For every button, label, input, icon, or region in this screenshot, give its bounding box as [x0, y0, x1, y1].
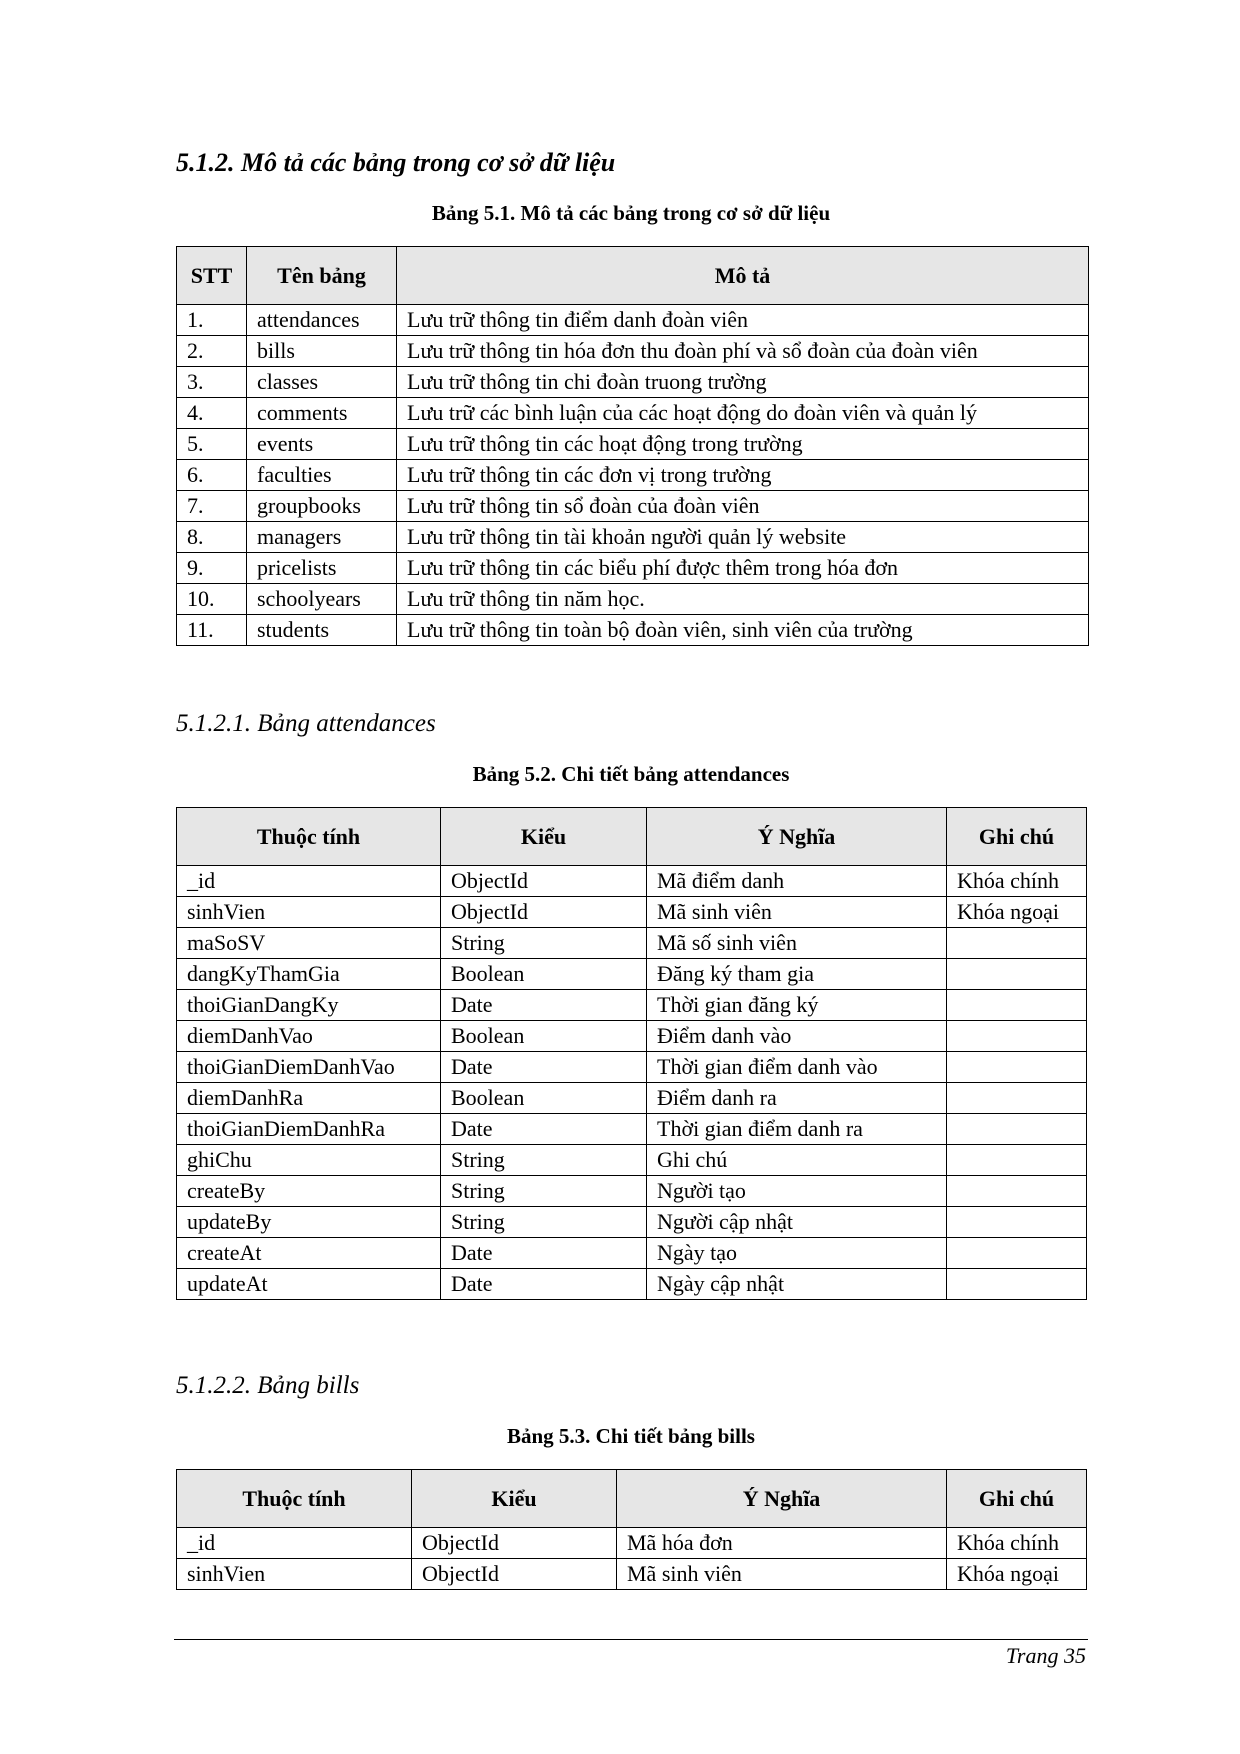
table-header-row [177, 1470, 1087, 1528]
table-cell: String [441, 1145, 647, 1176]
table-cell: createAt [177, 1238, 441, 1269]
table-cell: 10. [177, 584, 247, 615]
table-cell: 4. [177, 398, 247, 429]
table-cell: Lưu trữ thông tin toàn bộ đoàn viên, sinh viên của trường [397, 615, 1089, 646]
table-cell: Lưu trữ thông tin hóa đơn thu đoàn phí và sổ đoàn của đoàn viên [397, 336, 1089, 367]
table-cell: Lưu trữ thông tin điểm danh đoàn viên [397, 305, 1089, 336]
table-cell: ghiChu [177, 1145, 441, 1176]
table-cell: 5. [177, 429, 247, 460]
table-row [177, 429, 1089, 460]
table-cell [947, 959, 1087, 990]
table-cell: Mã điểm danh [647, 866, 947, 897]
table-cell: Lưu trữ thông tin sổ đoàn của đoàn viên [397, 491, 1089, 522]
table-cell: Người tạo [647, 1176, 947, 1207]
table-row [177, 1269, 1087, 1300]
table-row [177, 1176, 1087, 1207]
table-cell: updateBy [177, 1207, 441, 1238]
table-cell: sinhVien [177, 1559, 412, 1590]
table-cell [947, 1083, 1087, 1114]
table-cell: String [441, 1176, 647, 1207]
table-cell: Điểm danh vào [647, 1021, 947, 1052]
header-thuoc-tinh: Thuộc tính [177, 808, 441, 866]
table-cell: Mã sinh viên [647, 897, 947, 928]
table-caption-5-1: Bảng 5.1. Mô tả các bảng trong cơ sở dữ liệu [431, 201, 831, 225]
table-row [177, 1114, 1087, 1145]
table-row [177, 1083, 1087, 1114]
table-cell: 6. [177, 460, 247, 491]
table-cell: Mã hóa đơn [617, 1528, 947, 1559]
subsection-heading-bills: 5.1.2.2. Bảng bills [176, 1372, 360, 1399]
table-cell: Mã số sinh viên [647, 928, 947, 959]
table-cell: Khóa chính [947, 1528, 1087, 1559]
table-cell: diemDanhRa [177, 1083, 441, 1114]
table-row [177, 928, 1087, 959]
table-cell: Mã sinh viên [617, 1559, 947, 1590]
page-number: Trang 35 [1005, 1643, 1086, 1668]
table-row [177, 1052, 1087, 1083]
table-cell [947, 928, 1087, 959]
table-cell: pricelists [247, 553, 397, 584]
table-cell: 9. [177, 553, 247, 584]
table-cell: students [247, 615, 397, 646]
table-cell: schoolyears [247, 584, 397, 615]
table-cell: ObjectId [412, 1528, 617, 1559]
header-stt: STT [177, 247, 247, 305]
header-ghi-chu: Ghi chú [947, 808, 1087, 866]
table-cell: 7. [177, 491, 247, 522]
table-cell: 3. [177, 367, 247, 398]
table-cell: Lưu trữ thông tin các biểu phí được thêm trong hóa đơn [397, 553, 1089, 584]
table-cell: Lưu trữ thông tin các hoạt động trong trường [397, 429, 1089, 460]
table-cell: 11. [177, 615, 247, 646]
header-ten-bang: Tên bảng [247, 247, 397, 305]
table-cell: Boolean [441, 1021, 647, 1052]
table-cell: Lưu trữ thông tin chi đoàn truong trường [397, 367, 1089, 398]
table-row [177, 897, 1087, 928]
table-cell: groupbooks [247, 491, 397, 522]
table-cell [947, 1145, 1087, 1176]
table-cell: comments [247, 398, 397, 429]
table-row [177, 491, 1089, 522]
table-cell: 2. [177, 336, 247, 367]
table-row [177, 615, 1089, 646]
header-ghi-chu: Ghi chú [947, 1470, 1087, 1528]
table-row [177, 1559, 1087, 1590]
table-cell: sinhVien [177, 897, 441, 928]
table-cell: Điểm danh ra [647, 1083, 947, 1114]
table-cell: Ngày tạo [647, 1238, 947, 1269]
table-cell: Lưu trữ thông tin năm học. [397, 584, 1089, 615]
table-cell: Khóa ngoại [947, 1559, 1087, 1590]
table-row [177, 460, 1089, 491]
table-caption-5-2: Bảng 5.2. Chi tiết bảng attendances [472, 762, 790, 786]
header-y-nghia: Ý Nghĩa [647, 808, 947, 866]
table-cell: Khóa chính [947, 866, 1087, 897]
table-cell: Thời gian điểm danh ra [647, 1114, 947, 1145]
table-row [177, 1207, 1087, 1238]
table-cell: diemDanhVao [177, 1021, 441, 1052]
table-cell [947, 1176, 1087, 1207]
table-cell: updateAt [177, 1269, 441, 1300]
table-row [177, 305, 1089, 336]
bills-detail-table [176, 1469, 1087, 1590]
table-cell: String [441, 928, 647, 959]
table-cell: Khóa ngoại [947, 897, 1087, 928]
table-cell: maSoSV [177, 928, 441, 959]
table-cell: ObjectId [441, 897, 647, 928]
table-cell: Date [441, 1052, 647, 1083]
table-cell: Date [441, 990, 647, 1021]
table-cell: Người cập nhật [647, 1207, 947, 1238]
table-cell: ObjectId [412, 1559, 617, 1590]
header-mo-ta: Mô tả [397, 247, 1089, 305]
table-row [177, 990, 1087, 1021]
header-kieu: Kiểu [441, 808, 647, 866]
table-cell: thoiGianDiemDanhRa [177, 1114, 441, 1145]
table-cell: Lưu trữ các bình luận của các hoạt động do đoàn viên và quản lý [397, 398, 1089, 429]
table-row [177, 398, 1089, 429]
table-cell: Lưu trữ thông tin tài khoản người quản lý website [397, 522, 1089, 553]
table-caption-5-3: Bảng 5.3. Chi tiết bảng bills [507, 1424, 755, 1448]
footer-divider [174, 1639, 1088, 1640]
header-thuoc-tinh: Thuộc tính [177, 1470, 412, 1528]
table-cell: classes [247, 367, 397, 398]
table-cell: Lưu trữ thông tin các đơn vị trong trường [397, 460, 1089, 491]
table-cell: Boolean [441, 959, 647, 990]
header-y-nghia: Ý Nghĩa [617, 1470, 947, 1528]
table-cell: Date [441, 1114, 647, 1145]
table-row [177, 553, 1089, 584]
table-cell [947, 1052, 1087, 1083]
table-header-row [177, 808, 1087, 866]
table-cell [947, 1207, 1087, 1238]
table-cell: thoiGianDiemDanhVao [177, 1052, 441, 1083]
table-cell: Thời gian điểm danh vào [647, 1052, 947, 1083]
table-cell: _id [177, 866, 441, 897]
table-cell: _id [177, 1528, 412, 1559]
table-cell: thoiGianDangKy [177, 990, 441, 1021]
table-row [177, 336, 1089, 367]
table-row [177, 1021, 1087, 1052]
table-cell: Thời gian đăng ký [647, 990, 947, 1021]
table-row [177, 367, 1089, 398]
table-cell: faculties [247, 460, 397, 491]
table-cell: bills [247, 336, 397, 367]
table-cell: Đăng ký tham gia [647, 959, 947, 990]
table-cell: Date [441, 1238, 647, 1269]
attendances-detail-table [176, 807, 1087, 1300]
table-cell: managers [247, 522, 397, 553]
table-cell [947, 1021, 1087, 1052]
table-row [177, 584, 1089, 615]
table-cell: createBy [177, 1176, 441, 1207]
table-cell [947, 1238, 1087, 1269]
table-row [177, 1238, 1087, 1269]
table-row [177, 866, 1087, 897]
table-cell: dangKyThamGia [177, 959, 441, 990]
table-header-row [177, 247, 1089, 305]
table-cell: Ghi chú [647, 1145, 947, 1176]
subsection-heading-attendances: 5.1.2.1. Bảng attendances [176, 710, 436, 737]
table-row [177, 959, 1087, 990]
table-cell: 8. [177, 522, 247, 553]
table-cell [947, 1114, 1087, 1145]
header-kieu: Kiểu [412, 1470, 617, 1528]
table-cell: attendances [247, 305, 397, 336]
table-cell [947, 1269, 1087, 1300]
section-heading: 5.1.2. Mô tả các bảng trong cơ sở dữ liệu [176, 148, 616, 177]
table-row [177, 1145, 1087, 1176]
table-cell: String [441, 1207, 647, 1238]
table-cell: ObjectId [441, 866, 647, 897]
table-cell [947, 990, 1087, 1021]
table-cell: events [247, 429, 397, 460]
table-row [177, 522, 1089, 553]
table-cell: 1. [177, 305, 247, 336]
table-cell: Date [441, 1269, 647, 1300]
table-cell: Boolean [441, 1083, 647, 1114]
tables-overview-table [176, 246, 1089, 646]
table-row [177, 1528, 1087, 1559]
table-cell: Ngày cập nhật [647, 1269, 947, 1300]
